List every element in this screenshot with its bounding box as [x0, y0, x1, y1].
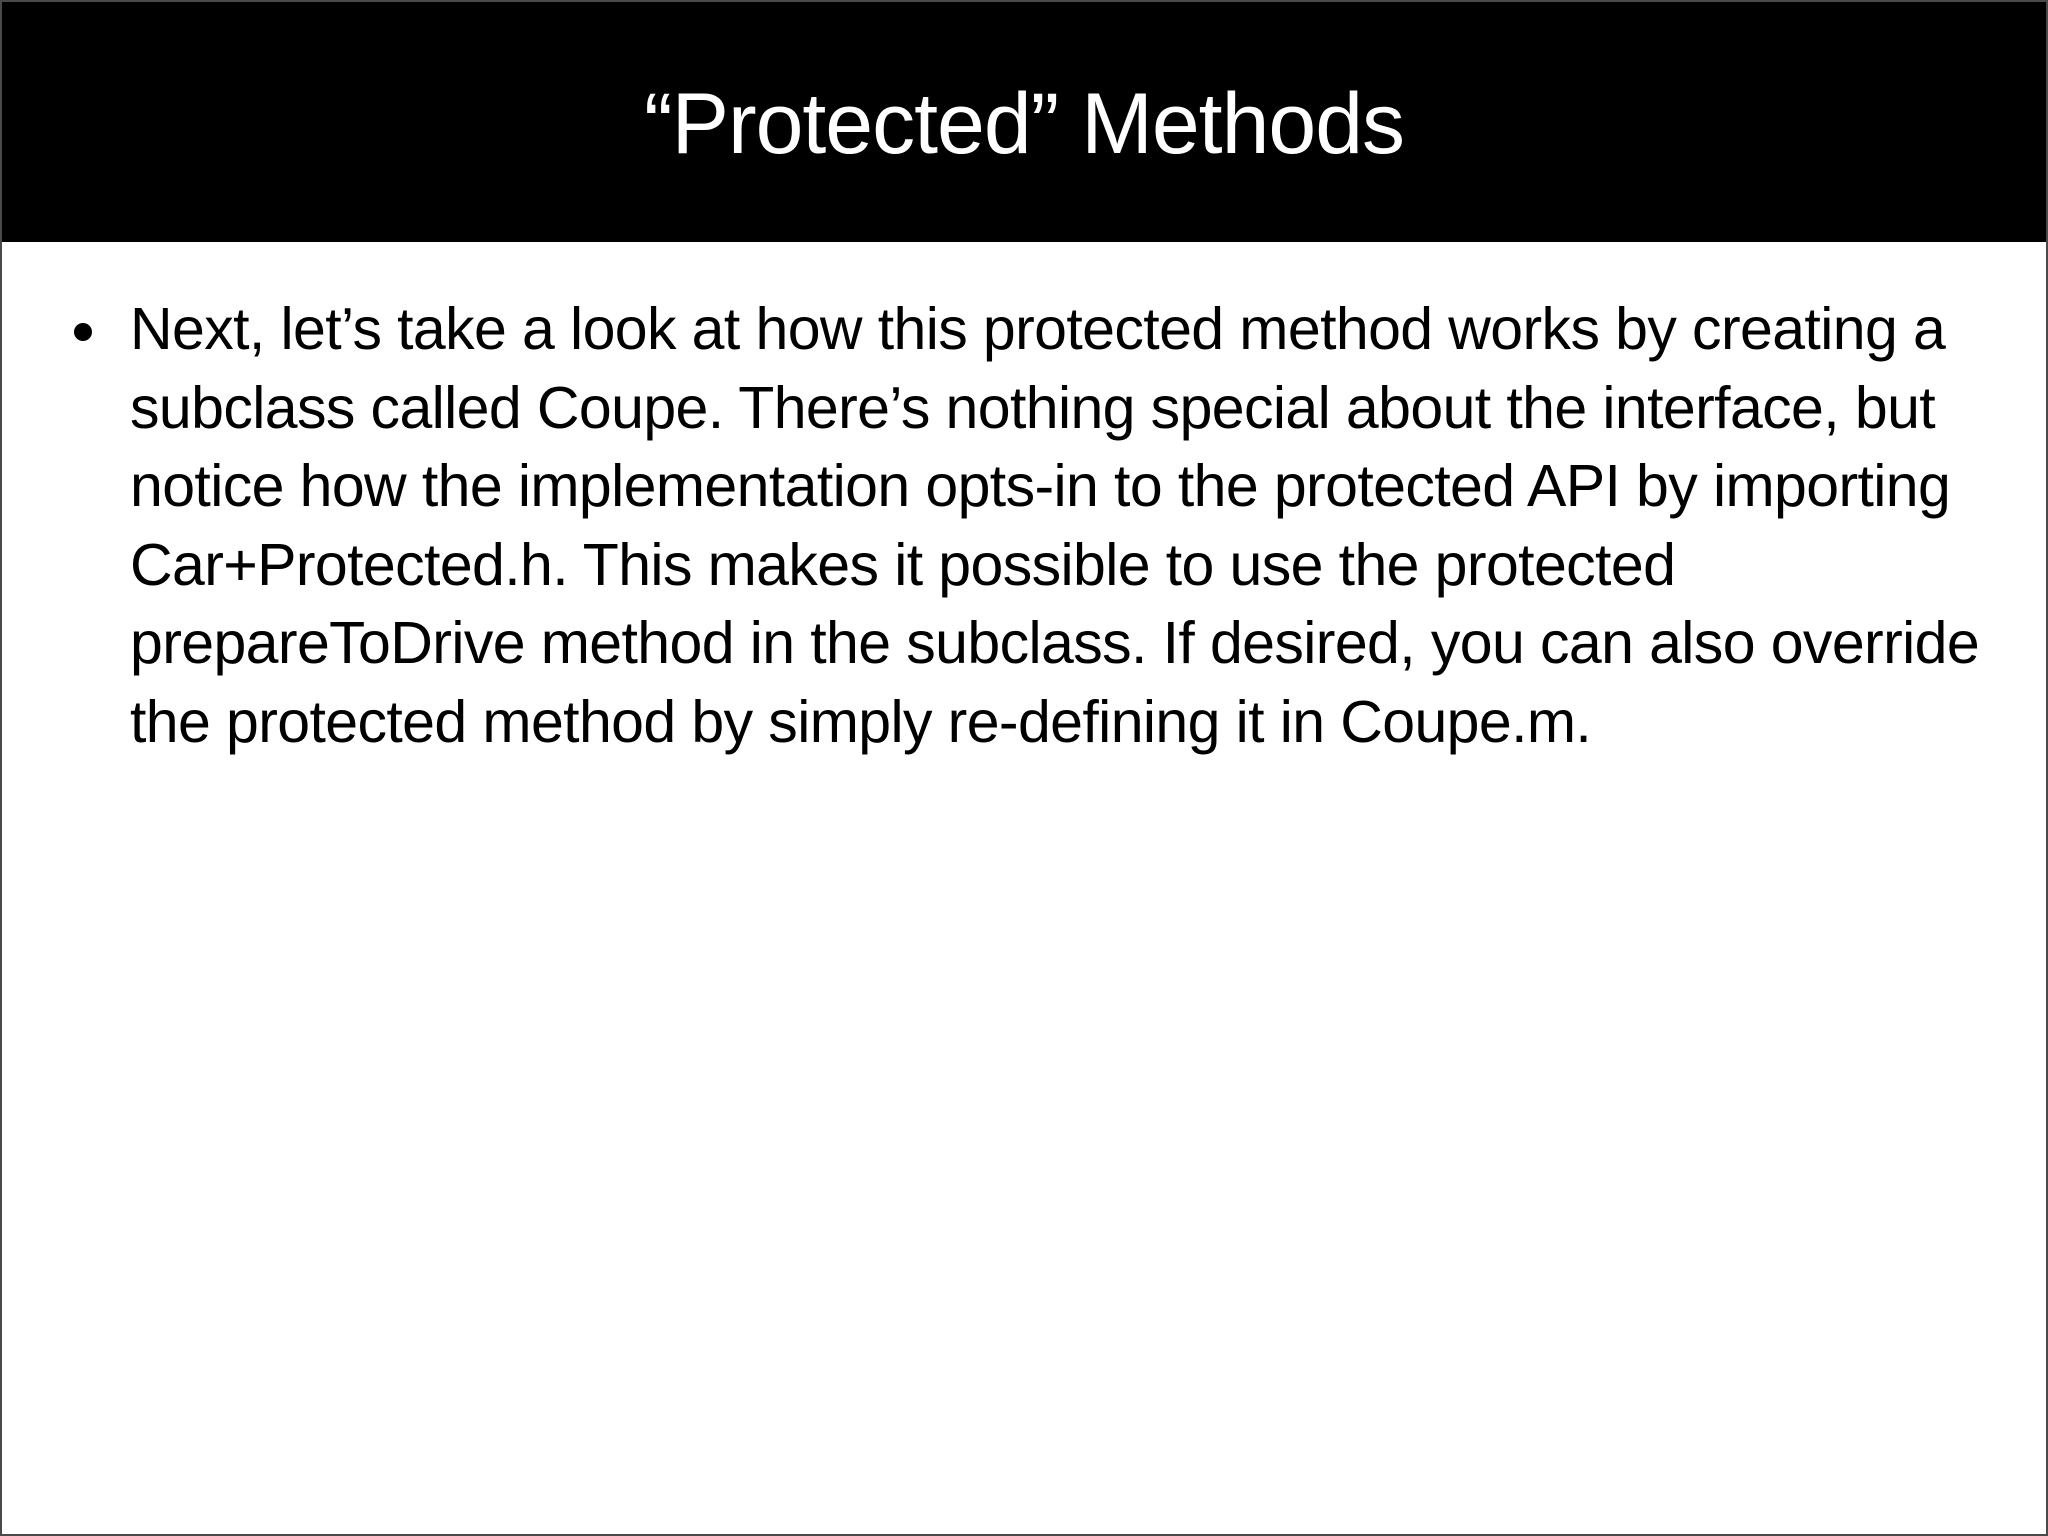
title-bar	[2, 2, 2046, 242]
bullet-item	[66, 290, 1996, 761]
bullet-dot-icon	[74, 323, 92, 341]
slide-title: “Protected” Methods	[643, 75, 1405, 172]
slide-content	[66, 290, 1996, 761]
bullet-list	[66, 290, 1996, 761]
bullet-text: Next, let’s take a look at how this protected method works by creating a subclass called Coupe. There’s nothing special about the interface, but notice how the implementation opts-in to the protected API by importing Car+Protected.h. This makes it possible to use the protected prepareToDrive method in the subclass. If desired, you can also override the protected method by simply re-defining it in Coupe.m.	[130, 296, 1980, 755]
